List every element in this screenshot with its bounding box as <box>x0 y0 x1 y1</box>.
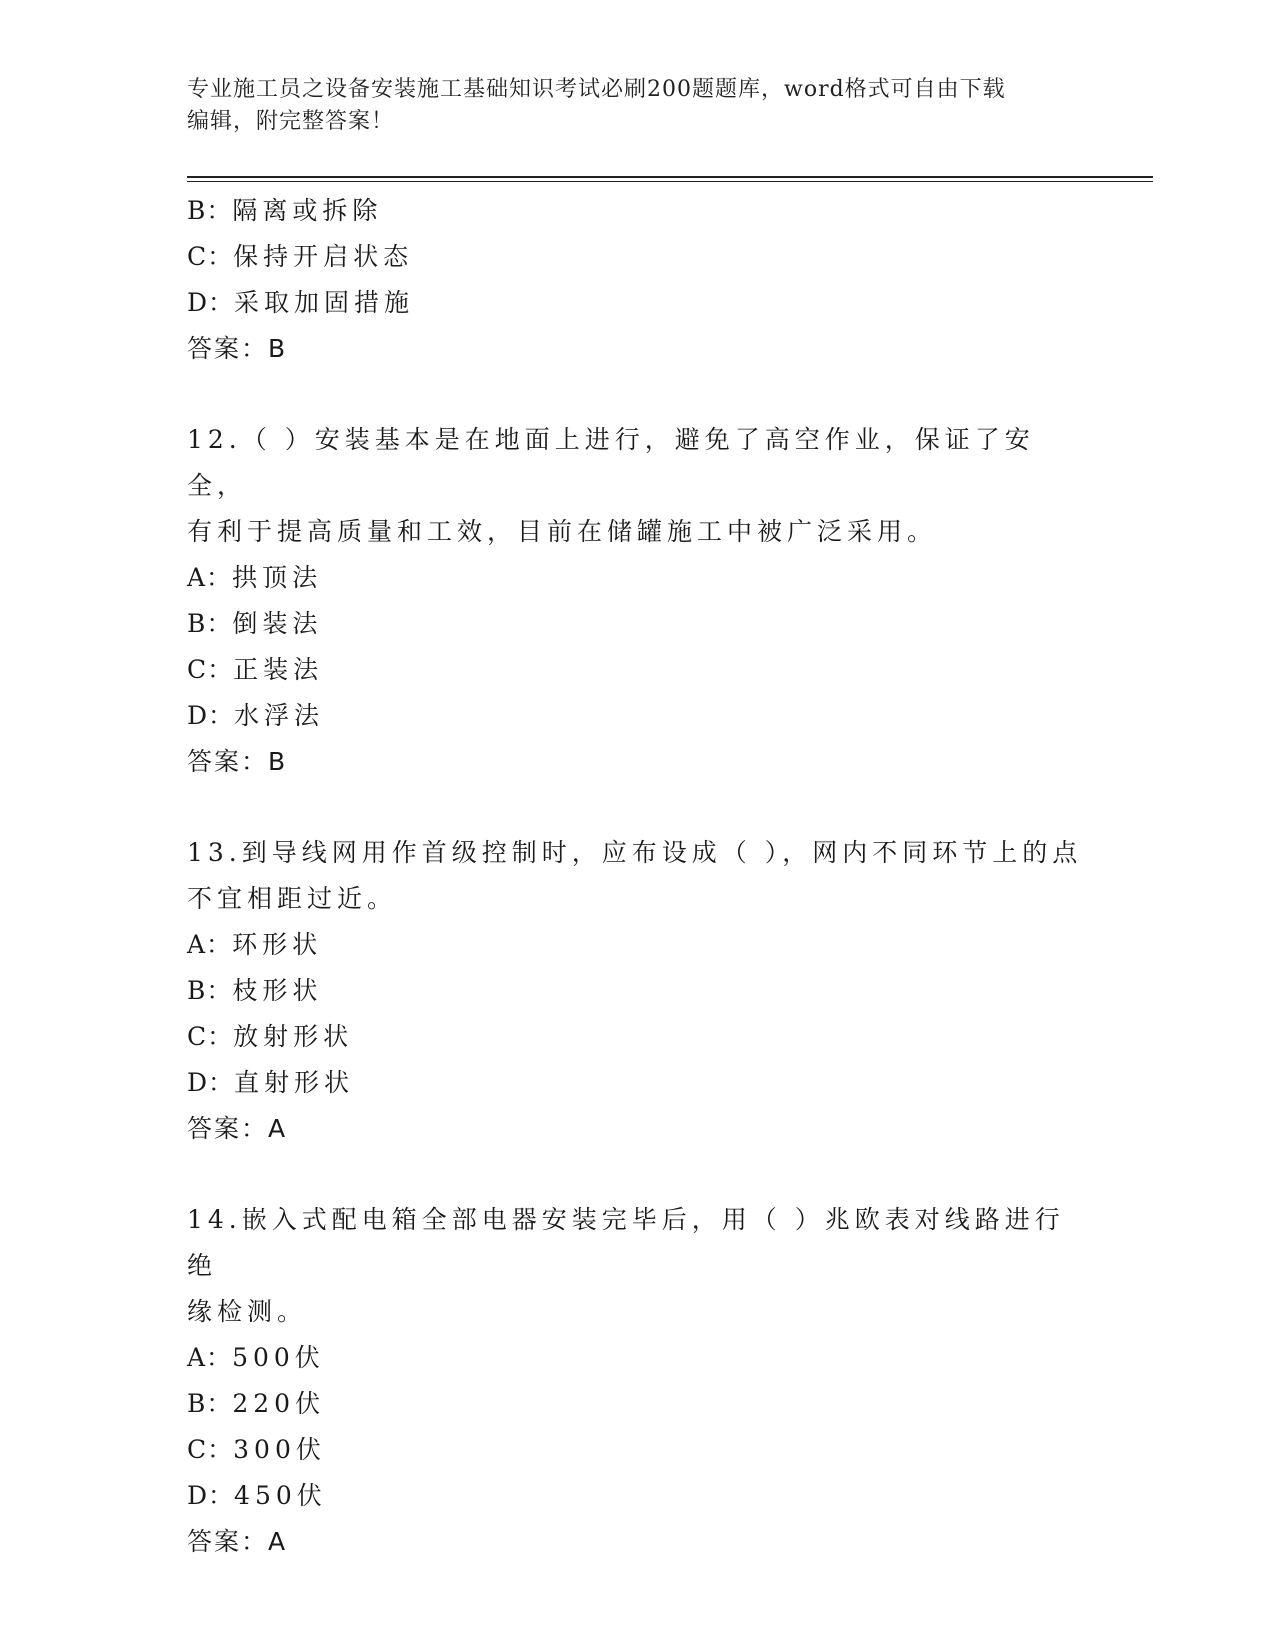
option-c: C：放射形状 <box>187 1022 354 1051</box>
header-divider-thick <box>187 176 1153 178</box>
question-stem <box>187 1197 1087 1335</box>
question-stem-line-1: 12.（ ）安装基本是在地面上进行，避免了高空作业，保证了安全， <box>187 425 1035 500</box>
option-c: C：300伏 <box>187 1435 326 1464</box>
option-d: D：450伏 <box>187 1481 327 1510</box>
question-11-continuation <box>187 188 1087 372</box>
question-stem-line-2: 缘检测。 <box>187 1297 308 1326</box>
option-d: D：直射形状 <box>187 1068 355 1097</box>
option-c: C：保持开启状态 <box>187 242 414 271</box>
option-b: B：隔离或拆除 <box>187 196 383 225</box>
option-d: D：水浮法 <box>187 701 325 730</box>
answer-line: 答案：A <box>187 1114 288 1143</box>
header-title-line-2: 编辑，附完整答案！ <box>187 109 395 134</box>
header-divider-thin <box>187 181 1153 182</box>
header-title-line-1: 专业施工员之设备安装施工基础知识考试必刷200题题库，word格式可自由下载 <box>187 77 1006 102</box>
option-d: D：采取加固措施 <box>187 288 415 317</box>
option-b: B：倒装法 <box>187 609 323 638</box>
document-header <box>187 74 1087 138</box>
question-stem <box>187 830 1087 922</box>
question-12 <box>187 417 1087 785</box>
answer-line: 答案：B <box>187 334 288 363</box>
question-stem-line-2: 不宜相距过近。 <box>187 884 398 913</box>
question-stem-line-1: 14.嵌入式配电箱全部电器安装完毕后，用（ ）兆欧表对线路进行绝 <box>187 1205 1065 1280</box>
option-a: A：拱顶法 <box>187 563 323 592</box>
question-13 <box>187 830 1087 1152</box>
option-c: C：正装法 <box>187 655 324 684</box>
option-a: A：环形状 <box>187 930 323 959</box>
question-14 <box>187 1197 1087 1565</box>
option-b: B：枝形状 <box>187 976 323 1005</box>
answer-line: 答案：B <box>187 747 288 776</box>
question-stem-line-1: 13.到导线网用作首级控制时，应布设成（ ），网内不同环节上的点 <box>187 838 1083 867</box>
option-a: A：500伏 <box>187 1343 325 1372</box>
document-body <box>187 188 1087 1565</box>
option-b: B：220伏 <box>187 1389 326 1418</box>
question-stem <box>187 417 1087 555</box>
answer-line: 答案：A <box>187 1527 288 1556</box>
question-stem-line-2: 有利于提高质量和工效，目前在储罐施工中被广泛采用。 <box>187 517 938 546</box>
